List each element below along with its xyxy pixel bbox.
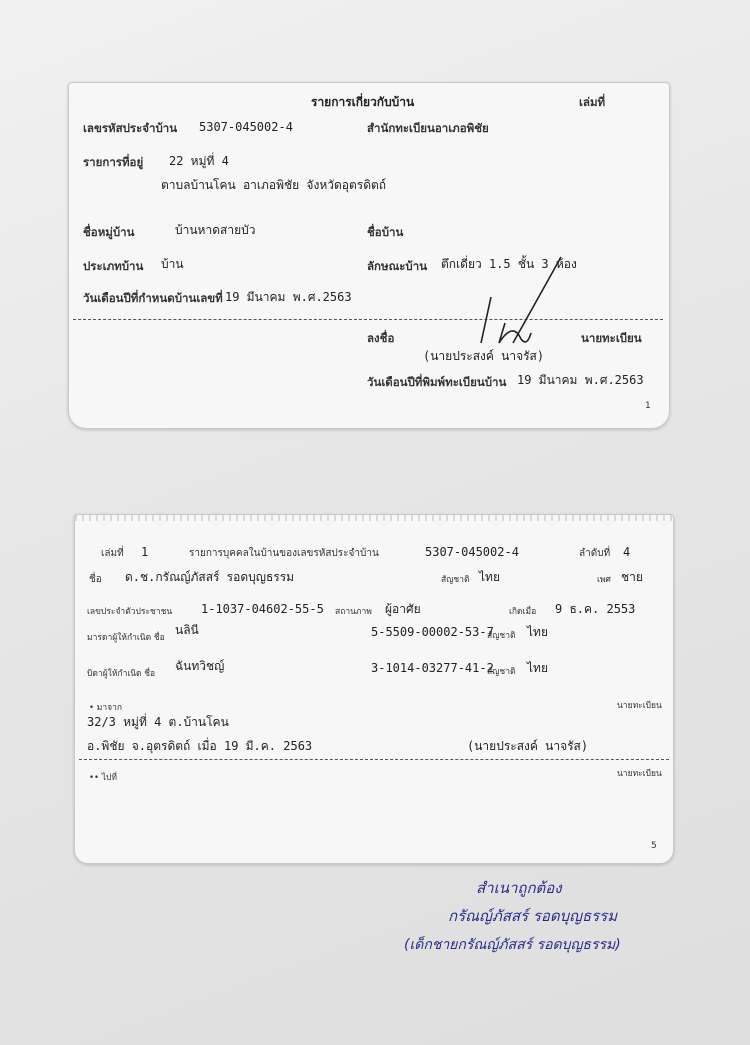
nationality-label: สัญชาติ — [441, 575, 470, 585]
mother-id: 5-5509-00002-53-7 — [371, 625, 494, 639]
divider — [79, 759, 669, 760]
village-label: ชื่อหมู่บ้าน — [83, 225, 135, 239]
order-label: ลำดับที่ — [579, 548, 611, 559]
father-name: ฉันทวิชญ์ — [175, 659, 225, 673]
mother-name: นลินี — [175, 623, 199, 637]
house-id: 5307-045002-4 — [425, 545, 519, 559]
citizen-id: 1-1037-04602-55-5 — [201, 602, 324, 616]
handwritten-certified-copy: สำเนาถูกต้อง — [476, 879, 562, 897]
house-style: ตึกเดี่ยว 1.5 ชั้น 3 ห้อง — [441, 257, 577, 271]
address-line1: 22 หมู่ที่ 4 — [169, 154, 229, 168]
to-label: •• ไปที่ — [89, 773, 118, 783]
from-line2: อ.พิชัย จ.อุตรดิตถ์ เมื่อ 19 มี.ค. 2563 — [87, 739, 313, 753]
to-registrar-label: นายทะเบียน — [617, 769, 662, 779]
card-title: รายการเกี่ยวกับบ้าน — [311, 95, 415, 109]
house-style-label: ลักษณะบ้าน — [367, 259, 428, 273]
book-label: เล่มที่ — [579, 95, 606, 109]
registrar-name: (นายประสงค์ นาจรัส) — [423, 349, 545, 363]
house-type-label: ประเภทบ้าน — [83, 259, 144, 273]
registrar-signature — [469, 251, 579, 351]
print-date-label: วันเดือนปีที่พิมพ์ทะเบียนบ้าน — [367, 375, 507, 389]
handwritten-signature-name: กรัณญ์ภัสสร์ รอดบุญธรรม — [448, 907, 618, 925]
name-label: ชื่อ — [89, 574, 102, 585]
house-id: 5307-045002-4 — [199, 120, 293, 134]
page-number: 1 — [645, 401, 651, 411]
mother-label: มารดาผู้ให้กำเนิด ชื่อ — [87, 633, 165, 643]
assigned-date-label: วันเดือนปีที่กำหนดบ้านเลขที่ — [83, 291, 223, 305]
page-number: 5 — [651, 841, 657, 851]
house-details-card — [68, 82, 670, 429]
person-name: ด.ช.กรัณญ์ภัสสร์ รอดบุญธรรม — [125, 570, 295, 584]
person-header: รายการบุคคลในบ้านของเลขรหัสประจำบ้าน — [189, 548, 379, 559]
handwritten-full-name: (เด็กชายกรัณญ์ภัสสร์ รอดบุญธรรม) — [404, 937, 621, 953]
birth-label: เกิดเมื่อ — [509, 607, 537, 617]
assigned-date: 19 มีนาคม พ.ศ.2563 — [225, 290, 352, 304]
house-name-label: ชื่อบ้าน — [367, 225, 404, 239]
sex: ชาย — [621, 570, 643, 584]
print-date: 19 มีนาคม พ.ศ.2563 — [517, 373, 644, 387]
sex-label: เพศ — [597, 575, 611, 585]
status-label: สถานภาพ — [335, 607, 372, 617]
address-line2: ตาบลบ้านโคน อาเภอพิชัย จังหวัดอุตรดิตถ์ — [161, 178, 387, 192]
father-nationality-label: สัญชาติ — [487, 667, 516, 677]
person-details-card — [74, 514, 674, 864]
village-name: บ้านหาดสายบัว — [175, 223, 256, 237]
mother-nationality-label: สัญชาติ — [487, 631, 516, 641]
birth-date: 9 ธ.ค. 2553 — [555, 602, 636, 616]
house-id-label: เลขรหัสประจำบ้าน — [83, 121, 178, 135]
from-label: • มาจาก — [89, 703, 122, 713]
father-label: บิดาผู้ให้กำเนิด ชื่อ — [87, 669, 156, 679]
from-registrar-name: (นายประสงค์ นาจรัส) — [467, 739, 589, 753]
house-type: บ้าน — [161, 257, 184, 271]
mother-nationality: ไทย — [527, 625, 548, 639]
father-nationality: ไทย — [527, 661, 548, 675]
nationality: ไทย — [479, 570, 500, 584]
citizen-id-label: เลขประจำตัวประชาชน — [87, 607, 173, 617]
book-label: เล่มที่ — [101, 548, 124, 559]
registry-office: สำนักทะเบียนอาเภอพิชัย — [367, 121, 489, 135]
address-label: รายการที่อยู่ — [83, 155, 144, 169]
book-number: 1 — [141, 545, 149, 559]
sign-label: ลงชื่อ — [367, 331, 395, 345]
perforation — [75, 515, 673, 521]
registrar-label: นายทะเบียน — [581, 331, 642, 345]
father-id: 3-1014-03277-41-2 — [371, 661, 494, 675]
status: ผู้อาศัย — [385, 602, 421, 616]
from-line1: 32/3 หมู่ที่ 4 ต.บ้านโคน — [87, 715, 229, 729]
order-number: 4 — [623, 545, 631, 559]
from-registrar-label: นายทะเบียน — [617, 701, 662, 711]
